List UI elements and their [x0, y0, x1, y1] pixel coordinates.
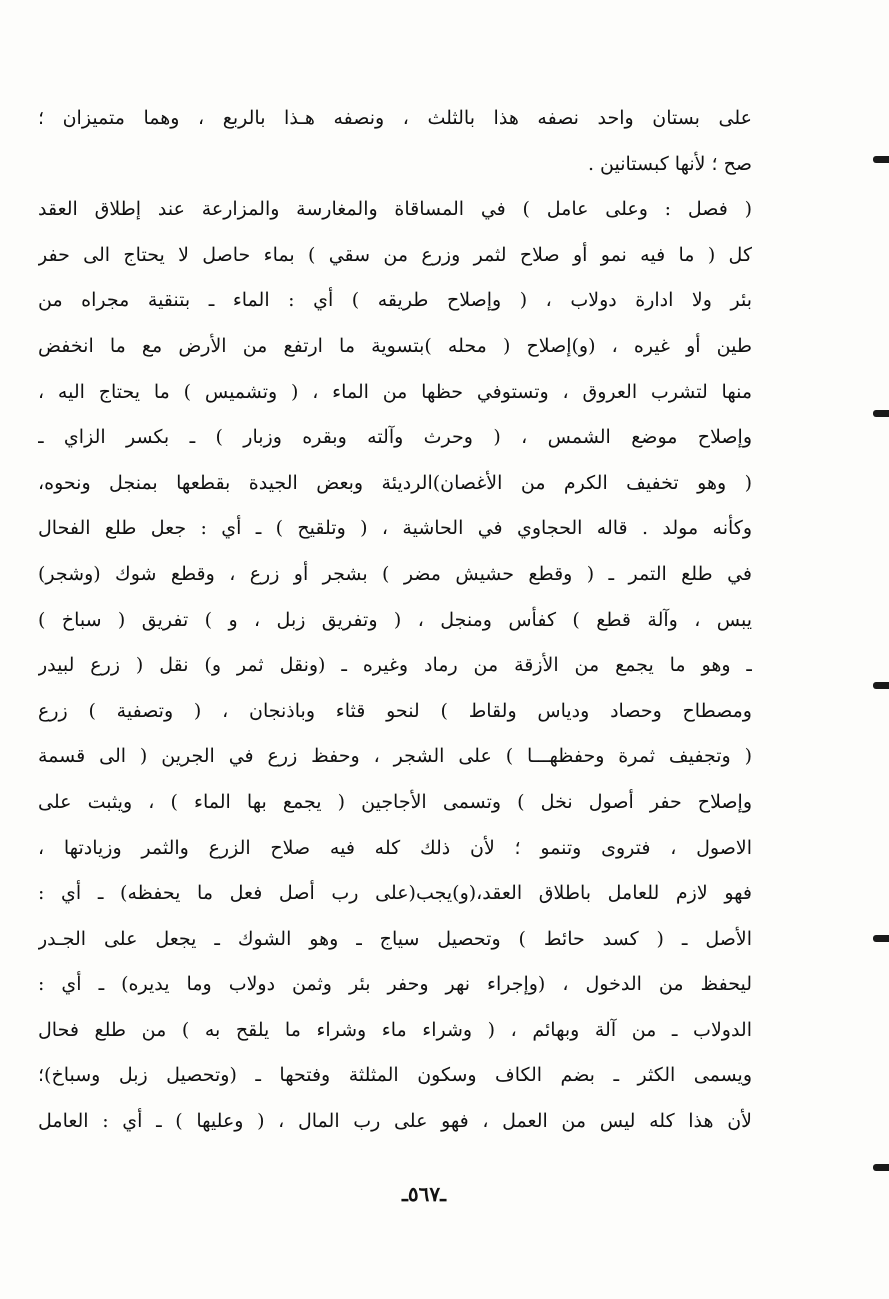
binding-edge-mark	[873, 935, 889, 942]
text-line-6: طين أو غيره ، (و)إصلاح ( محله )بتسوية ما ارتفع من الأرض مع ما انخفض	[38, 334, 752, 357]
text-line-1: على بستان واحد نصفه هذا بالثلث ، ونصفه هـذا بالربع ، وهما متميزان ؛	[38, 107, 752, 129]
binding-edge-mark	[873, 156, 889, 163]
text-line-5: بئر ولا ادارة دولاب ، ( وإصلاح طريقه ) أي : الماء ـ بتنقية مجراه من	[38, 289, 752, 312]
binding-edge-mark	[873, 1164, 889, 1171]
body-text	[38, 96, 752, 1145]
text-line-19: الأصل ـ ( كسد حائط ) وتحصيل سياج ـ وهو الشوك ـ يجعل على الجـدر	[38, 927, 752, 950]
text-line-17: الاصول ، فتروى وتنمو ؛ لأن ذلك كله فيه صلاح الزرع والثمر وزيادتها ،	[38, 836, 752, 859]
text-line-22: ويسمى الكثر ـ بضم الكاف وسكون المثلثة وفتحها ـ (وتحصيل زبل وسباخ)؛	[38, 1064, 752, 1087]
binding-edge-mark	[873, 682, 889, 689]
text-line-14: ومصطاح وحصاد ودياس ولقاط ) لنحو قثاء وباذنجان ، ( وتصفية ) زرع	[38, 699, 752, 722]
text-line-4: كل ( ما فيه نمو أو صلاح لثمر وزرع من سقي ) بماء حاصل لا يحتاج الى حفر	[38, 243, 752, 266]
text-line-3: ( فصل : وعلى عامل ) في المساقاة والمغارسة والمزارعة عند إطلاق العقد	[38, 198, 752, 221]
text-line-7: منها لتشرب العروق ، وتستوفي حظها من الماء ، ( وتشميس ) ما يحتاج اليه ،	[38, 380, 752, 403]
text-line-20: ليحفظ من الدخول ، (وإجراء نهر وحفر بئر وثمن دولاب وما يديره) ـ أي :	[38, 973, 752, 996]
text-line-15: ( وتجفيف ثمرة وحفظهـــا ) على الشجر ، وحفظ زرع في الجرين ( الى قسمة	[38, 745, 752, 768]
text-line-12: يبس ، وآلة قطع ) كفأس ومنجل ، ( وتفريق زبل ، و ) تفريق ( سباخ )	[38, 608, 752, 631]
text-line-2: صح ؛ لأنها كبستانين .	[587, 152, 752, 175]
text-line-18: فهو لازم للعامل باطلاق العقد،(و)يجب(على رب أصل فعل ما يحفظه) ـ أي :	[38, 882, 752, 905]
text-line-11: في طلع التمر ـ ( وقطع حشيش مضر ) بشجر أو زرع ، وقطع شوك (وشجر)	[38, 562, 752, 585]
text-line-23: لأن هذا كله ليس من العمل ، فهو على رب المال ، ( وعليها ) ـ أي : العامل	[38, 1110, 752, 1133]
text-line-16: وإصلاح حفر أصول نخل ) وتسمى الأجاجين ( يجمع بها الماء ) ، ويثبت على	[38, 790, 752, 813]
text-line-8: وإصلاح موضع الشمس ، ( وحرث وآلته وبقره وزبار ) ـ بكسر الزاي ـ	[38, 426, 752, 449]
page-number: ـ٥٦٧ـ	[402, 1182, 446, 1206]
text-line-21: الدولاب ـ من آلة وبهائم ، ( وشراء ماء وشراء ما يلقح به ) من طلع فحال	[38, 1018, 752, 1041]
text-line-10: وكأنه مولد . قاله الحجاوي في الحاشية ، ( وتلقيح ) ـ أي : جعل طلع الفحال	[38, 517, 752, 540]
binding-edge-mark	[873, 410, 889, 417]
text-line-13: ـ وهو ما يجمع من الأزقة من رماد وغيره ـ (ونقل ثمر و) نقل ( زرع لبيدر	[38, 654, 752, 677]
text-line-9: ( وهو تخفيف الكرم من الأغصان)الرديئة وبعض الجيدة بقطعها بمنجل ونحوه،	[38, 471, 752, 494]
